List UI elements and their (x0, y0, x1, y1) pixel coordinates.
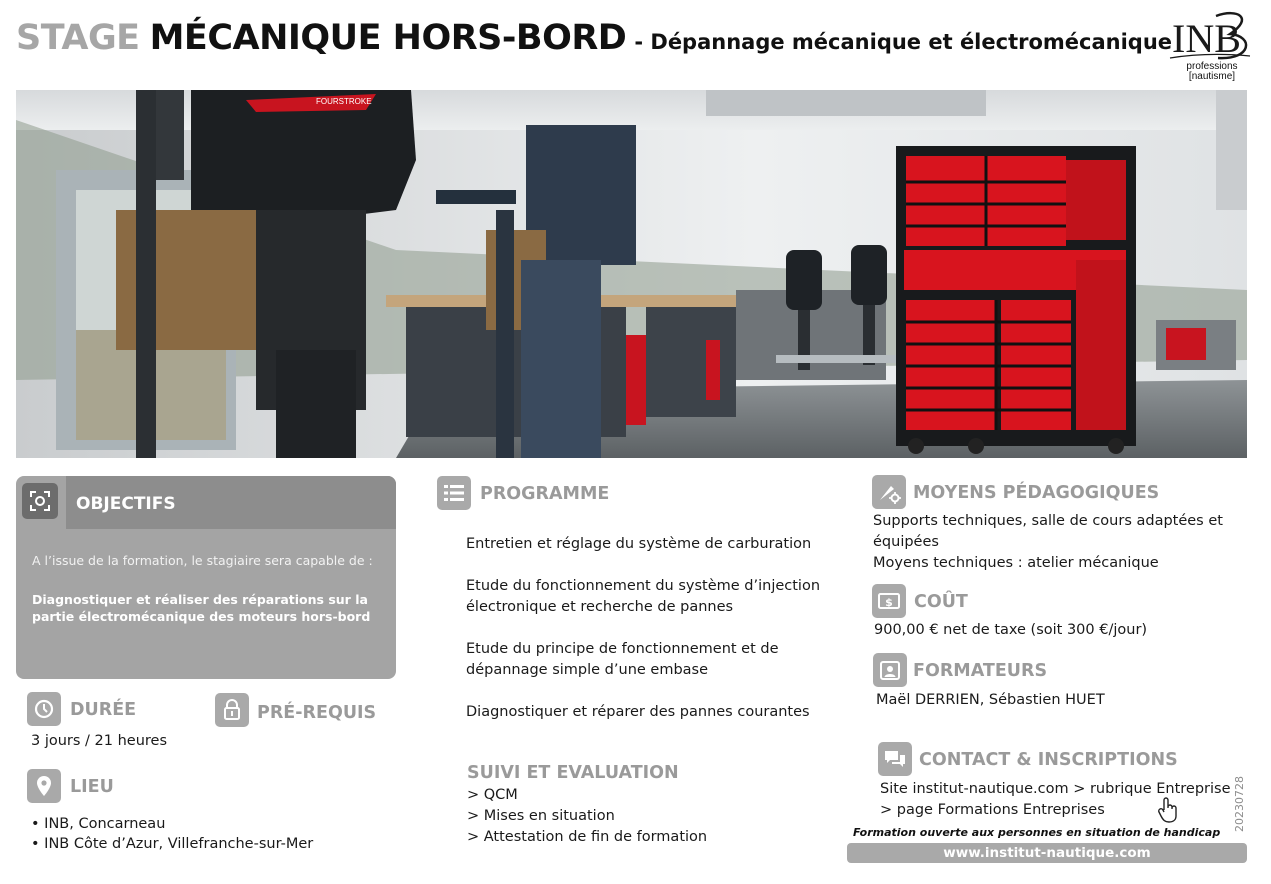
moyens-line: Supports techniques, salle de cours adaptées et (873, 513, 1223, 529)
title-main: MÉCANIQUE HORS-BORD (149, 18, 627, 58)
moyens-line: Moyens techniques : atelier mécanique (873, 555, 1159, 571)
hand-pointer-icon (1157, 796, 1179, 824)
lieu-item: • INB, Concarneau (31, 816, 166, 832)
programme-item: Diagnostiquer et réparer des pannes courantes (466, 704, 810, 720)
formateurs-value: Maël DERRIEN, Sébastien HUET (876, 692, 1105, 708)
inb-logo (1150, 8, 1250, 86)
suivi-item: > QCM (467, 787, 518, 803)
logo-letters: INB (1172, 16, 1241, 61)
svg-text:$: $ (885, 596, 893, 609)
page-title (16, 18, 1172, 70)
programme-item: Etude du fonctionnement du système d’injection électronique et recherche de pannes (466, 578, 821, 615)
contact-line[interactable]: Site institut-nautique.com > rubrique Entreprise (880, 781, 1231, 797)
moyens-line: équipées (873, 534, 939, 550)
cout-value: 900,00 € net de taxe (soit 300 €/jour) (874, 622, 1148, 638)
programme-item: Entretien et réglage du système de carburation (466, 536, 812, 552)
lieu-title: LIEU (70, 777, 114, 797)
tools-icon (872, 475, 906, 509)
formateurs-title: FORMATEURS (913, 661, 1048, 681)
objectifs-intro: A l’issue de la formation, le stagiaire sera capable de : (32, 553, 373, 568)
moyens-title: MOYENS PÉDAGOGIQUES (913, 483, 1160, 503)
cout-title: COÛT (914, 592, 968, 612)
duree-title: DURÉE (70, 700, 137, 720)
clock-icon (27, 692, 61, 726)
website-link[interactable]: www.institut-nautique.com (847, 843, 1247, 863)
handicap-notice: Formation ouverte aux personnes en situation de handicap (853, 826, 1221, 839)
list-icon (437, 476, 471, 510)
document-reference: 20230728 (1233, 776, 1246, 832)
outboard-brand-label: FOURSTROKE (316, 97, 372, 106)
logo-line-professions: professions (1186, 61, 1238, 72)
contact-line[interactable]: > page Formations Entreprises (880, 802, 1105, 818)
title-stage: STAGE (16, 18, 140, 58)
workshop-photo (16, 90, 1247, 458)
user-badge-icon (873, 653, 907, 687)
programme-item: Etude du principe de fonctionnement et de dépannage simple d’une embase (466, 641, 779, 678)
title-subtitle: - Dépannage mécanique et électromécanique (634, 30, 1173, 54)
suivi-title: SUIVI ET EVALUATION (467, 763, 679, 783)
suivi-item: > Attestation de fin de formation (467, 829, 708, 845)
chat-icon (878, 742, 912, 776)
inb-logo-mark (1168, 8, 1252, 66)
lieu-item: • INB Côte d’Azur, Villefranche-sur-Mer (31, 836, 314, 852)
location-pin-icon (27, 769, 61, 803)
money-icon (872, 584, 906, 618)
suivi-item: > Mises en situation (467, 808, 615, 824)
logo-line-nautisme: [nautisme] (1188, 71, 1236, 82)
contact-title: CONTACT & INSCRIPTIONS (919, 750, 1178, 770)
prerequis-title: PRÉ-REQUIS (257, 703, 377, 723)
duree-value: 3 jours / 21 heures (31, 733, 168, 749)
objectifs-text: Diagnostiquer et réaliser des réparations sur la partie électromécanique des moteurs hors-bord (32, 592, 371, 624)
programme-title: PROGRAMME (480, 484, 610, 504)
target-icon (22, 483, 58, 519)
lock-icon (215, 693, 249, 727)
objectifs-title: OBJECTIFS (76, 494, 176, 514)
